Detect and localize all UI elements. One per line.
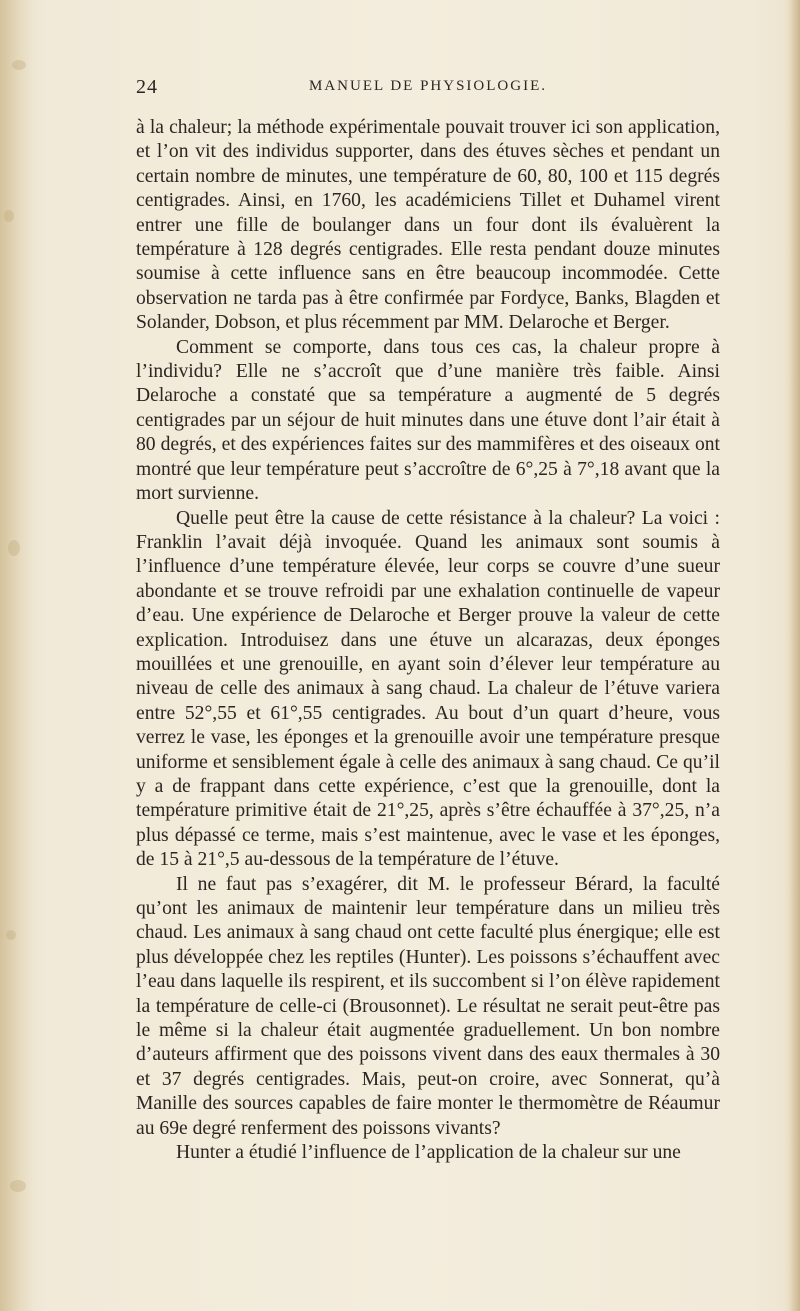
page-number: 24 <box>136 76 158 98</box>
paragraph: Quelle peut être la cause de cette résistance à la chaleur? La voici : Franklin l’avait déjà invoquée. Quand les animaux sont soumis à l’influence d’une température élevée, leur corps se couvre d’une sueur abondante et se trouve refroidi par une exhalation continuelle de vapeur d’eau. Une expérience de Delaroche et Berger prouve la valeur de cette explication. Introduisez dans une étuve un alcarazas, deux éponges mouillées et une grenouille, en ayant soin d’élever leur température au niveau de celle des animaux à sang chaud. La chaleur de l’étuve variera entre 52°,55 et 61°,55 centigrades. Au bout d’un quart d’heure, vous verrez le vase, les éponges et la grenouille avoir une température presque uniforme et sensiblement égale à celle des animaux à sang chaud. Ce qu’il y a de frappant dans cette expérience, c’est que la grenouille, dont la température primitive était de 21°,25, après s’être échauffée à 37°,25, n’a plus dépassé ce terme, mais s’est maintenue, avec le vase et les éponges, de 15 à 21°,5 au-dessous de la température de l’étuve. <box>136 507 720 871</box>
page-edge-stain-right <box>784 0 800 1311</box>
running-title: MANUEL DE PHYSIOLOGIE. <box>308 78 547 94</box>
body-text <box>136 116 720 1165</box>
paper-spot <box>12 60 26 70</box>
paragraph: à la chaleur; la méthode expérimentale pouvait trouver ici son application, et l’on vit des individus supporter, dans des étuves sèches et pendant un certain nombre de minutes, une température de 60, 80, 100 et 115 degrés centigrades. Ainsi, en 1760, les académiciens Tillet et Duhamel virent entrer une fille de boulanger dans un four dont ils évaluèrent la température à 128 degrés centigrades. Elle resta pendant douze minutes soumise à cette influence sans en être beaucoup incommodée. Cette observation ne tarda pas à être confirmée par Fordyce, Banks, Blagden et Solander, Dobson, et plus récemment par MM. Delaroche et Berger. <box>136 117 720 334</box>
paper-spot <box>4 210 14 222</box>
page-edge-stain-left <box>0 0 34 1311</box>
paper-spot <box>8 540 20 556</box>
paper-spot <box>10 1180 26 1192</box>
paragraph: Comment se comporte, dans tous ces cas, la chaleur propre à l’individu? Elle ne s’accroît que d’une manière très faible. Ainsi Delaroche a constaté que sa température a augmenté de 5 degrés centigrades par un séjour de huit minutes dans une étuve dont l’air était à 80 degrés, et des expériences faites sur des mammifères et des oiseaux ont montré que leur température peut s’accroître de 6°,25 à 7°,18 avant que la mort survienne. <box>136 336 720 505</box>
paragraph: Hunter a étudié l’influence de l’application de la chaleur sur une <box>176 1142 681 1164</box>
paragraph: Il ne faut pas s’exagérer, dit M. le professeur Bérard, la faculté qu’ont les animaux de maintenir leur température dans un milieu très chaud. Les animaux à sang chaud ont cette faculté plus énergique; elle est plus développée chez les reptiles (Hunter). Les poissons s’échauffent avec l’eau dans laquelle ils respirent, et ils succombent si l’on élève rapidement la température de celle-ci (Brousonnet). Le résultat ne serait peut-être pas le même si la chaleur était augmentée graduellement. Un bon nombre d’auteurs affirment que des poissons vivent dans des eaux thermales à 30 et 37 degrés centigrades. Mais, peut-on croire, avec Sonnerat, qu’à Manille des sources capables de faire monter le thermomètre de Réaumur au 69e degré renferment des poissons vivants? <box>136 873 720 1139</box>
paper-spot <box>6 930 16 940</box>
page-header <box>136 76 720 106</box>
